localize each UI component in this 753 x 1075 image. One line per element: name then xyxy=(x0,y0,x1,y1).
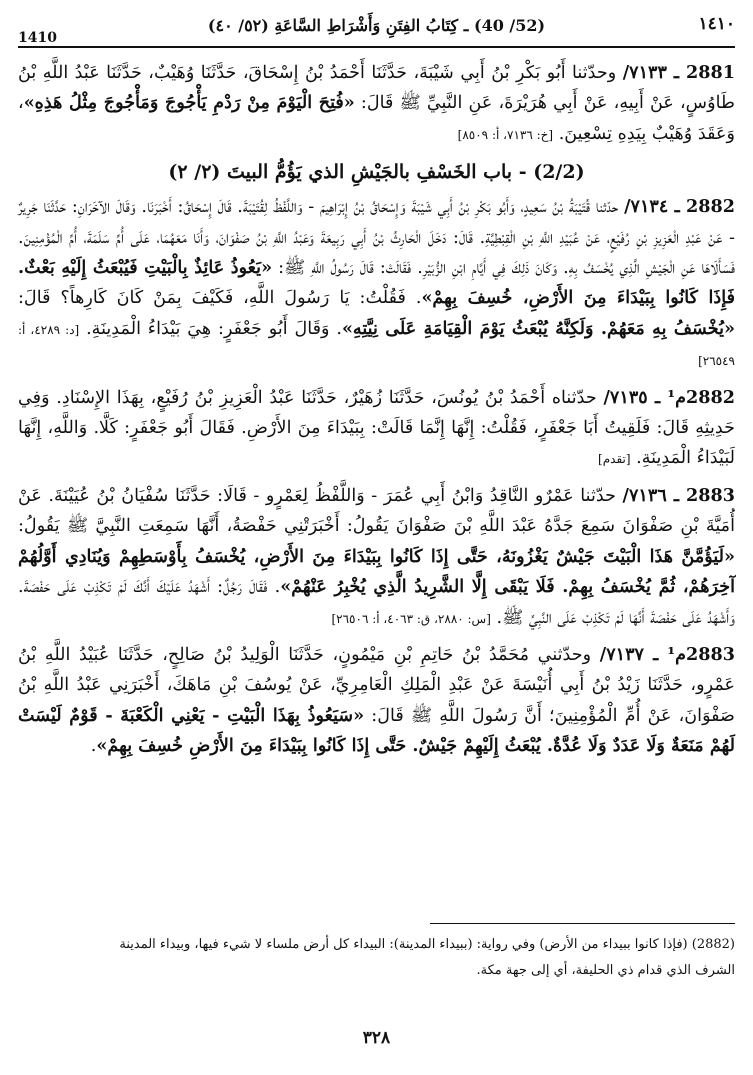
hadith-number: 2883 ـ ٧١٣٦/ xyxy=(622,484,736,506)
footnote xyxy=(18,932,735,984)
hadith-text: حدّثناه أَحْمَدُ بْنُ يُونُسَ، حَدَّثَنَا زُهَيْرٌ، حَدَّثَنَا عَبْدُ الْعَزِيزِ بْنُ رُفَيْعٍ، بِهَذَا الإِسْنَادِ. وَفِي حَدِيثِهِ قَالَ: فَلَقِيتُ أَبَا جَعْفَرٍ، فَقُلْتُ: إِنَّهَا إِنَّمَا قَالَتْ: بِبَيْدَاءَ مِنَ الأَرْضِ. فَقَالَ أَبُو جَعْفَرٍ: كَلَّا. وَاللَّهِ، إِنَّهَا لَبَيْدَاءُ الْمَدِينَةِ. xyxy=(18,387,735,469)
hadith-matn: «لَيَؤُمَّنَّ هَذَا الْبَيْتَ جَيْشٌ يَغْزُونَهُ، حَتَّى إِذَا كَانُوا بِبَيْدَاءَ مِنَ الأَرْضِ، يُخْسَفُ بِأَوْسَطِهِمْ وَيُنَادِي أَوَّلُهُمْ آخِرَهُمْ، ثُمَّ يُخْسَفُ بِهِمْ. فَلَا يَبْقَى إِلَّا الشَّرِيدُ الَّذِي يُخْبِرُ عَنْهُمْ» xyxy=(18,545,735,598)
hadith-7135 xyxy=(18,383,735,475)
hadith-matn-2: «يُخْسَفُ بِهِ مَعَهُمْ. وَلَكِنَّهُ يُبْعَثُ يَوْمَ الْقِيَامَةِ عَلَى نِيَّتِهِ» xyxy=(341,317,735,339)
footnote-line-2: الشرف الذي قدام ذي الحليفة، أي إلى جهة مكة. xyxy=(476,963,735,978)
hadith-references: [خ: ٧١٣٦، أ: ٨٥٠٩] xyxy=(457,127,554,142)
hadith-matn: «سَيَعُوذُ بِهَذَا الْبَيْتِ - يَعْنِي الْكَعْبَةَ - قَوْمٌ لَيْسَتْ لَهُمْ مَنَعَةٌ وَلَا عَدَدٌ وَلَا عُدَّةٌ. يُبْعَثُ إِلَيْهِمْ جَيْشٌ. حَتَّى إِذَا كَانُوا بِبَيْدَاءَ مِنَ الأَرْضِ خُسِفَ بِهِمْ» xyxy=(18,704,735,757)
hadith-number: 2883م¹ ـ ٧١٣٧/ xyxy=(599,643,736,665)
hadith-closing: . وَقَالَ أَبُو جَعْفَرٍ: هِيَ بَيْدَاءُ الْمَدِينَةِ. xyxy=(86,318,342,339)
page-footer-number: ٣٢٨ xyxy=(362,1028,391,1048)
hadith-references: [د: ٤٢٨٩، أ: ٢٦٥٤٩] xyxy=(18,322,735,369)
hadith-matn: «يَعُوذُ عَائِذٌ بِالْبَيْتِ فَيُبْعَثُ إِلَيْهِ بَعْثٌ. فَإِذَا كَانُوا بِبَيْدَاءَ مِنَ الأَرْضِ، خُسِفَ بِهِمْ» xyxy=(18,257,735,309)
hadith-isnad: وحدّثنا أَبُو بَكْرِ بْنُ أَبِي شَيْبَةَ، حَدَّثَنَا أَحْمَدُ بْنُ إِسْحَاقَ، حَدَّثَنَا وُهَيْبٌ، حَدَّثَنَا عَبْدُ اللَّهِ بْنُ طَاوُسٍ، عَنْ أَبِيهِ، عَنْ أَبِي هُرَيْرَةَ، عَنِ النَّبِيِّ ﷺ قَالَ: xyxy=(18,63,735,114)
hadith-7134 xyxy=(18,192,735,376)
hadith-7137 xyxy=(18,640,735,762)
hadith-isnad: حدّثنا قُتَيْبَةُ بْنُ سَعِيدٍ، وَأَبُو بَكْرِ بْنُ أَبِي شَيْبَةَ وَإِسْحَاقُ بْنُ إِبْرَاهِيمَ - وَاللَّفْظُ لِقُتَيْبَةَ. قَالَ إِسْحَاقُ: أَخْبَرَنَا. وَقَالَ الآخَرَانِ: حَدَّثَنَا جَرِيرٌ - عَنْ عَبْدِ الْعَزِيزِ بْنِ رُفَيْعٍ، عَنْ عُبَيْدِ اللَّهِ بْنِ الْقِبْطِيَّةِ. قَالَ: دَخَلَ الْحَارِثُ بْنُ أَبِي رَبِيعَةَ وَعَبْدُ اللَّهِ بْنُ صَفْوَانَ، وَأَنَا مَعَهُمَا، عَلَى أُمِّ سَلَمَةَ، أُمِّ الْمُؤْمِنِينَ. فَسَأَلَاهَا عَنِ الْجَيْشِ الَّذِي يُخْسَفُ بِهِ. وَكَانَ ذَلِكَ فِي أَيَّامِ ابْنِ الزُّبَيْرِ. فَقَالَتْ: قَالَ رَسُولُ اللَّهِ ﷺ: xyxy=(18,197,736,279)
hadith-7136 xyxy=(18,481,735,634)
hadith-closing: . فَقَالَ رَجُلٌ: أَشْهَدُ عَلَيْكَ أَنَّكَ لَمْ تَكْذِبْ عَلَى حَفْصَةَ. وَأَشْهَدُ عَلَى حَفْصَةَ أَنَّهَا لَمْ تَكْذِبْ عَلَى النَّبِيِّ ﷺ. xyxy=(18,577,735,628)
hadith-closing: ، وَعَقَدَ وُهَيْبٌ بِيَدِهِ تِسْعِينَ. xyxy=(18,93,735,144)
page-number-arabic: ١٤١٠ xyxy=(698,14,735,34)
hadith-number: 2881 ـ ٧١٣٣/ xyxy=(622,62,736,83)
chapter-heading: (2/2) - باب الخَسْفِ بالجَيْشِ الذي يَؤُمُّ البيتَ (٢/ ٢) xyxy=(168,161,585,184)
hadith-references: [س: ٢٨٨٠، ق: ٤٠٦٣، أ: ٢٦٥٠٦] xyxy=(331,611,491,626)
footnote-line-1: (2882) (فإذا كانوا ببيداء من الأرض) وفي رواية: (ببيداء المدينة): البيداء كل أرض ملساء لا شيء فيها، وبيداء المدينة xyxy=(119,937,735,952)
page-number-latin: 1410 xyxy=(18,30,57,46)
hadith-isnad: وحدّثني مُحَمَّدُ بْنُ حَاتِمِ بْنِ مَيْمُونٍ، حَدَّثَنَا الْوَلِيدُ بْنُ صَالِحٍ، حَدَّثَنَا عُبَيْدُ اللَّهِ بْنُ عَمْرٍو، حَدَّثَنَا زَيْدُ بْنُ أَبِي أُنَيْسَةَ عَنْ عَبْدِ الْمَلِكِ الْعَامِرِيِّ، عَنْ يُوسُفَ بْنِ مَاهَكَ، أَخْبَرَنِي عَبْدُ اللَّهِ بْنُ صَفْوَانَ، عَنْ أُمِّ الْمُؤْمِنِينَ؛ أَنَّ رَسُولَ اللَّهِ ﷺ قَالَ: xyxy=(18,644,736,726)
page-body xyxy=(18,58,735,762)
hadith-references: [تقدم] xyxy=(598,452,631,467)
page-header xyxy=(18,8,735,48)
hadith-7133 xyxy=(18,58,735,150)
hadith-number: 2882 ـ ٧١٣٤/ xyxy=(624,196,736,218)
running-title: (52/ 40) ـ كِتَابُ الفِتَنِ وَأَشْرَاطِ السَّاعَةِ (٥٢/ ٤٠) xyxy=(207,16,546,35)
hadith-closing: . xyxy=(90,736,97,757)
hadith-middle: . فَقُلْتُ: يَا رَسُولَ اللَّهِ، فَكَيْفَ بِمَنْ كَانَ كَارِهاً؟ قَالَ: xyxy=(18,288,422,309)
hadith-number: 2882م¹ ـ ٧١٣٥/ xyxy=(603,386,736,408)
footnote-divider xyxy=(430,923,735,924)
hadith-isnad: حدّثنا عَمْرٌو النَّاقِدُ وَابْنُ أَبِي عُمَرَ - وَاللَّفْظُ لِعَمْرٍو - قَالَا: حَدَّثَنَا سُفْيَانُ بْنُ عُيَيْنَةَ. عَنْ أُمَيَّةَ بْنِ صَفْوَانَ سَمِعَ جَدَّهُ عَبْدَ اللَّهِ بْنَ صَفْوَانَ يَقُولُ: أَخْبَرَتْنِي حَفْصَةُ، أَنَّهَا سَمِعَتِ النَّبِيَّ ﷺ يَقُولُ: xyxy=(18,485,735,537)
hadith-matn: «فُتِحَ الْيَوْمَ مِنْ رَدْمِ يَأْجُوجَ وَمَأْجُوجَ مِثْلُ هَذِهِ» xyxy=(23,92,355,114)
